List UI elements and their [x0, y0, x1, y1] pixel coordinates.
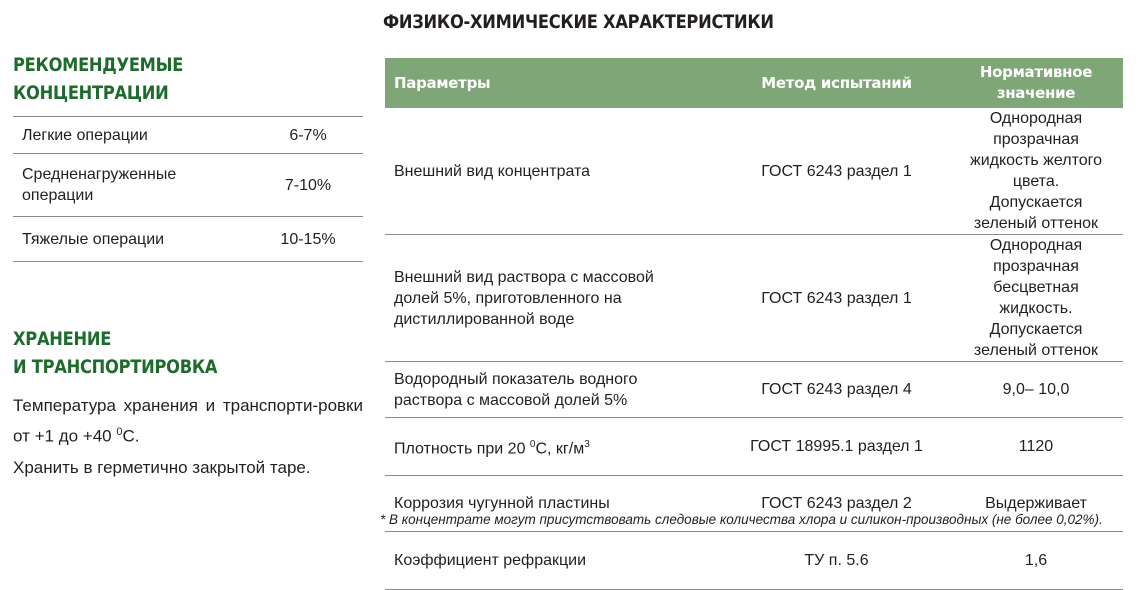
storage-temperature-unit: С.	[122, 426, 140, 446]
concentrations-table	[13, 116, 363, 262]
physchem-header-row	[385, 58, 1123, 108]
footnote: * В концентрате могут присутствовать следовые количества хлора и силикон-производных (не более 0,02%).	[380, 512, 1103, 527]
header-param: Параметры	[385, 58, 724, 108]
param-cell	[385, 418, 724, 476]
physchem-title: ФИЗИКО-ХИМИЧЕСКИЕ ХАРАКТЕРИСТИКИ	[383, 12, 774, 33]
header-norm: Нормативное значение	[949, 58, 1123, 108]
method-cell: ГОСТ 6243 раздел 1	[724, 108, 949, 235]
param-cell: Коррозия чугунной пластины	[385, 476, 724, 532]
concentration-name: Тяжелые операции	[22, 230, 165, 248]
param-cell: Коэффициент рефракции	[385, 532, 724, 590]
concentration-name: Легкие операции	[22, 126, 148, 144]
norm-cell: Однородная прозрачная жидкость желтого цвета. Допускается зеленый оттенок	[949, 108, 1123, 235]
method-cell: ГОСТ 6243 раздел 4	[724, 362, 949, 418]
concentration-row	[13, 154, 363, 217]
table-row	[385, 235, 1123, 362]
concentrations-title-line2: КОНЦЕНТРАЦИИ	[13, 83, 169, 104]
concentrations-title	[13, 52, 183, 108]
concentration-name: Средненагруженные операции	[22, 166, 177, 204]
norm-cell: 1120	[949, 418, 1123, 476]
storage-text	[13, 393, 363, 486]
concentration-value: 10-15%	[280, 230, 336, 248]
param-unit: С, кг/м	[535, 440, 585, 458]
param-text: Плотность при 20	[394, 440, 530, 458]
param-cell: Внешний вид концентрата	[385, 108, 724, 235]
norm-cell: 1,6	[949, 532, 1123, 590]
header-method: Метод испытаний	[724, 58, 949, 108]
cube-sup: 3	[584, 438, 590, 450]
physchem-table	[385, 58, 1123, 590]
storage-sealed-text: Хранить в герметично закрытой таре.	[13, 457, 311, 477]
concentrations-title-line1: РЕКОМЕНДУЕМЫЕ	[13, 55, 184, 76]
method-cell: ТУ п. 5.6	[724, 532, 949, 590]
method-cell: ГОСТ 6243 раздел 1	[724, 235, 949, 362]
degree-sup: 0	[529, 438, 536, 450]
method-cell: ГОСТ 6243 раздел 2	[724, 476, 949, 532]
param-cell: Водородный показатель водного раствора с массовой долей 5%	[385, 362, 724, 418]
table-row	[385, 418, 1123, 476]
degree-sup: 0	[116, 426, 123, 438]
table-row	[385, 532, 1123, 590]
concentration-row	[13, 117, 363, 154]
concentration-row	[13, 217, 363, 262]
table-row	[385, 362, 1123, 418]
norm-cell: Однородная прозрачная бесцветная жидкость. Допускается зеленый оттенок	[949, 235, 1123, 362]
param-cell: Внешний вид раствора с массовой долей 5%, приготовленного на дистиллированной воде	[385, 235, 724, 362]
storage-title	[13, 326, 217, 382]
storage-temperature-main: Температура хранения и транспорти-ровки от +1 до +40	[13, 396, 363, 446]
storage-temperature-text	[13, 393, 363, 450]
storage-title-line2: И ТРАНСПОРТИРОВКА	[13, 357, 218, 378]
concentration-value: 6-7%	[289, 126, 327, 144]
concentration-value: 7-10%	[284, 176, 332, 194]
storage-title-line1: ХРАНЕНИЕ	[13, 329, 112, 350]
method-cell: ГОСТ 18995.1 раздел 1	[724, 418, 949, 476]
table-row	[385, 108, 1123, 235]
norm-cell: 9,0– 10,0	[949, 362, 1123, 418]
norm-cell: Выдерживает	[949, 476, 1123, 532]
